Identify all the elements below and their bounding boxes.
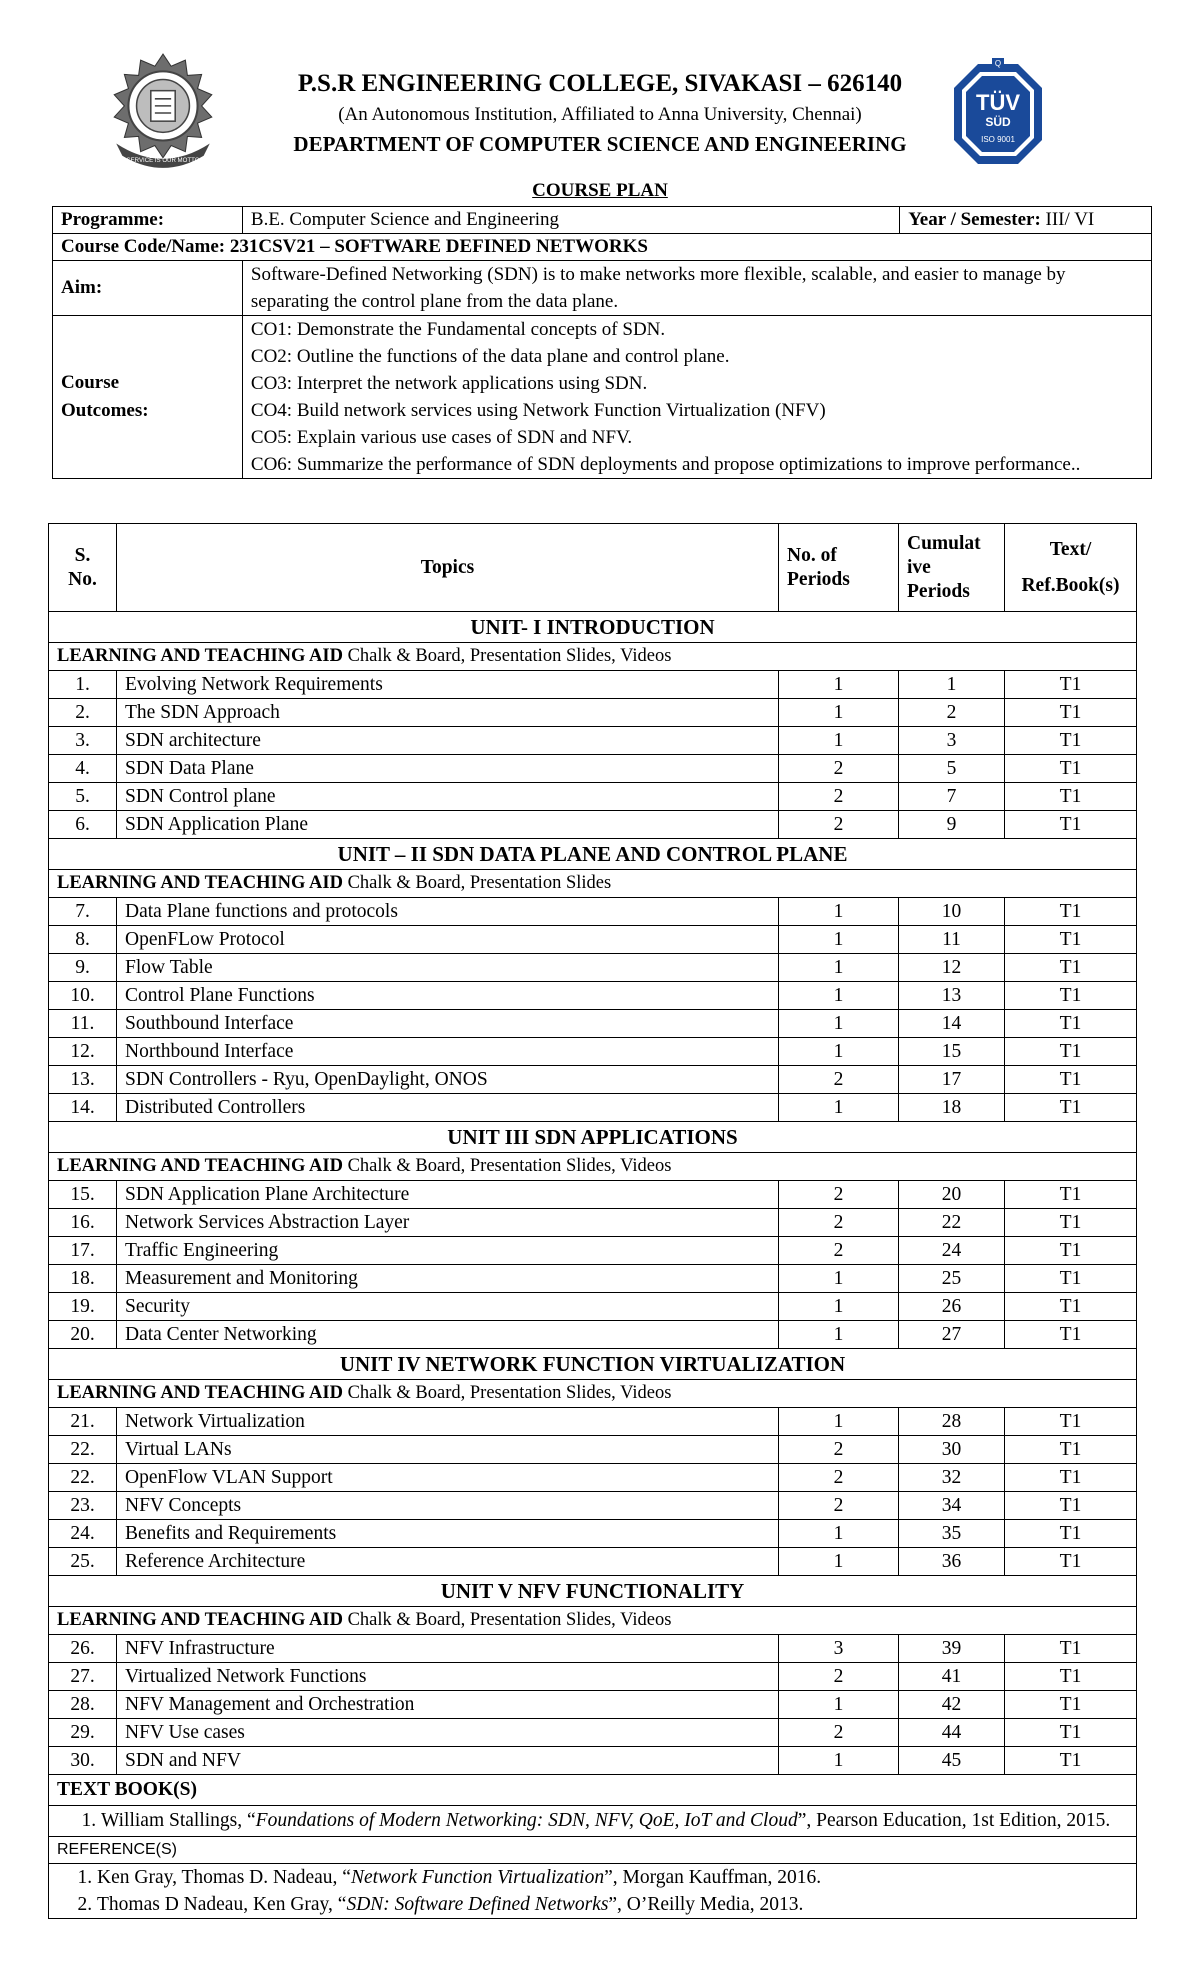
row-book: T1 <box>1005 1265 1137 1293</box>
unit-title: UNIT – II SDN DATA PLANE AND CONTROL PLANE <box>49 839 1137 870</box>
row-periods: 1 <box>779 982 899 1010</box>
teaching-aid <box>49 870 1137 898</box>
table-row <box>49 1548 1137 1576</box>
outcome-item: CO6: Summarize the performance of SDN deployments and propose optimizations to improve performance.. <box>250 454 1081 475</box>
table-row <box>49 783 1137 811</box>
row-topic: Distributed Controllers <box>117 1094 779 1122</box>
outcome-item: CO5: Explain various use cases of SDN and NFV. <box>250 427 633 448</box>
row-book: T1 <box>1005 1209 1137 1237</box>
table-row <box>49 1066 1137 1094</box>
row-topic: Traffic Engineering <box>117 1237 779 1265</box>
svg-text:ISO 9001: ISO 9001 <box>981 135 1015 144</box>
row-book: T1 <box>1005 1094 1137 1122</box>
row-book: T1 <box>1005 1492 1137 1520</box>
row-book: T1 <box>1005 755 1137 783</box>
programme-row <box>53 207 1152 234</box>
table-row <box>49 727 1137 755</box>
row-cumulative: 30 <box>899 1436 1005 1464</box>
row-book: T1 <box>1005 1691 1137 1719</box>
table-row <box>49 1464 1137 1492</box>
row-book: T1 <box>1005 1464 1137 1492</box>
row-cumulative: 27 <box>899 1321 1005 1349</box>
year-semester-cell <box>900 207 1152 234</box>
row-topic: OpenFLow Protocol <box>117 926 779 954</box>
teaching-aid <box>49 643 1137 671</box>
row-topic: Benefits and Requirements <box>117 1520 779 1548</box>
row-sno: 26. <box>49 1635 117 1663</box>
row-sno: 19. <box>49 1293 117 1321</box>
row-cumulative: 45 <box>899 1747 1005 1775</box>
table-row <box>49 1719 1137 1747</box>
row-sno: 6. <box>49 811 117 839</box>
table-row <box>49 1663 1137 1691</box>
row-periods: 1 <box>779 1548 899 1576</box>
table-row <box>49 1265 1137 1293</box>
row-topic: Flow Table <box>117 954 779 982</box>
row-book: T1 <box>1005 1747 1137 1775</box>
row-topic: NFV Infrastructure <box>117 1635 779 1663</box>
row-cumulative: 34 <box>899 1492 1005 1520</box>
row-cumulative: 3 <box>899 727 1005 755</box>
row-periods: 2 <box>779 1436 899 1464</box>
row-book: T1 <box>1005 982 1137 1010</box>
unit-title: UNIT V NFV FUNCTIONALITY <box>49 1576 1137 1607</box>
year-label: Year / Semester: <box>908 209 1041 230</box>
row-sno: 21. <box>49 1408 117 1436</box>
row-topic: OpenFlow VLAN Support <box>117 1464 779 1492</box>
row-book: T1 <box>1005 1181 1137 1209</box>
row-topic: NFV Management and Orchestration <box>117 1691 779 1719</box>
header-topics: Topics <box>117 524 779 612</box>
outcome-item: CO2: Outline the functions of the data plane and control plane. <box>250 346 730 367</box>
teaching-aid-value: Chalk & Board, Presentation Slides, Videos <box>347 646 672 666</box>
reference-title: REFERENCE(S) <box>49 1837 1137 1864</box>
row-book: T1 <box>1005 898 1137 926</box>
textbook-title: TEXT BOOK(S) <box>49 1775 1137 1806</box>
outcomes-label: Course Outcomes: <box>53 316 243 479</box>
row-book: T1 <box>1005 1237 1137 1265</box>
row-topic: Network Virtualization <box>117 1408 779 1436</box>
teaching-aid-value: Chalk & Board, Presentation Slides, Videos <box>347 1383 672 1403</box>
textbook-list-row <box>49 1806 1137 1837</box>
row-sno: 18. <box>49 1265 117 1293</box>
year-value: III/ VI <box>1045 209 1095 230</box>
unit-title-row <box>49 839 1137 870</box>
row-periods: 2 <box>779 1237 899 1265</box>
row-cumulative: 25 <box>899 1265 1005 1293</box>
row-periods: 2 <box>779 1181 899 1209</box>
course-plan-table <box>48 523 1137 1919</box>
tuv-sud-badge-icon <box>948 58 1048 170</box>
teaching-aid-row <box>49 870 1137 898</box>
row-cumulative: 17 <box>899 1066 1005 1094</box>
row-topic: Virtual LANs <box>117 1436 779 1464</box>
row-book: T1 <box>1005 1635 1137 1663</box>
table-row <box>49 1436 1137 1464</box>
row-sno: 16. <box>49 1209 117 1237</box>
row-sno: 27. <box>49 1663 117 1691</box>
teaching-aid <box>49 1153 1137 1181</box>
row-topic: Data Plane functions and protocols <box>117 898 779 926</box>
row-cumulative: 9 <box>899 811 1005 839</box>
row-periods: 1 <box>779 1321 899 1349</box>
table-row <box>49 671 1137 699</box>
row-book: T1 <box>1005 783 1137 811</box>
row-book: T1 <box>1005 671 1137 699</box>
reference-items <box>57 1864 1128 1918</box>
outcome-item: CO3: Interpret the network applications using SDN. <box>250 373 648 394</box>
unit-title: UNIT- I INTRODUCTION <box>49 612 1137 643</box>
row-periods: 2 <box>779 1464 899 1492</box>
row-topic: Data Center Networking <box>117 1321 779 1349</box>
row-periods: 2 <box>779 755 899 783</box>
row-topic: Security <box>117 1293 779 1321</box>
table-row <box>49 755 1137 783</box>
row-sno: 15. <box>49 1181 117 1209</box>
teaching-aid-row <box>49 1153 1137 1181</box>
course-row <box>53 234 1152 261</box>
row-periods: 1 <box>779 699 899 727</box>
row-cumulative: 28 <box>899 1408 1005 1436</box>
table-row <box>49 1181 1137 1209</box>
row-sno: 9. <box>49 954 117 982</box>
course-value: 231CSV21 – SOFTWARE DEFINED NETWORKS <box>229 236 648 257</box>
outcome-item: CO4: Build network services using Network Function Virtualization (NFV) <box>250 400 826 421</box>
teaching-aid-label: LEARNING AND TEACHING AID <box>57 1383 343 1403</box>
row-topic: Evolving Network Requirements <box>117 671 779 699</box>
course-cell <box>53 234 1152 261</box>
row-sno: 13. <box>49 1066 117 1094</box>
row-cumulative: 35 <box>899 1520 1005 1548</box>
row-book: T1 <box>1005 1293 1137 1321</box>
row-book: T1 <box>1005 1408 1137 1436</box>
unit-title-row <box>49 1576 1137 1607</box>
table-row <box>49 1691 1137 1719</box>
teaching-aid-value: Chalk & Board, Presentation Slides, Videos <box>347 1610 672 1630</box>
table-row <box>49 1010 1137 1038</box>
header-cumulative: Cumulat ive Periods <box>899 524 1005 612</box>
row-topic: SDN Application Plane <box>117 811 779 839</box>
row-cumulative: 32 <box>899 1464 1005 1492</box>
row-sno: 29. <box>49 1719 117 1747</box>
row-sno: 25. <box>49 1548 117 1576</box>
row-book: T1 <box>1005 1321 1137 1349</box>
course-label: Course Code/Name: <box>61 236 226 257</box>
row-periods: 1 <box>779 671 899 699</box>
row-sno: 1. <box>49 671 117 699</box>
row-topic: SDN Control plane <box>117 783 779 811</box>
header-sno: S. No. <box>49 524 117 612</box>
row-periods: 1 <box>779 1520 899 1548</box>
row-topic: NFV Concepts <box>117 1492 779 1520</box>
row-periods: 1 <box>779 1691 899 1719</box>
college-affiliation: (An Autonomous Institution, Affiliated to Anna University, Chennai) <box>338 104 862 125</box>
outcome-item: CO1: Demonstrate the Fundamental concepts of SDN. <box>250 319 666 340</box>
row-periods: 1 <box>779 954 899 982</box>
row-cumulative: 10 <box>899 898 1005 926</box>
row-periods: 1 <box>779 1265 899 1293</box>
row-periods: 2 <box>779 811 899 839</box>
row-sno: 20. <box>49 1321 117 1349</box>
row-periods: 1 <box>779 1747 899 1775</box>
row-cumulative: 15 <box>899 1038 1005 1066</box>
table-row <box>49 1321 1137 1349</box>
page-header <box>0 0 1200 201</box>
svg-text:SÜD: SÜD <box>985 115 1011 129</box>
row-topic: Southbound Interface <box>117 1010 779 1038</box>
teaching-aid-value: Chalk & Board, Presentation Slides <box>347 873 612 893</box>
row-topic: SDN Data Plane <box>117 755 779 783</box>
textbook-item: 1. William Stallings, “Foundations of Modern Networking: SDN, NFV, QoE, IoT and Cloud”, Pearson Education, 1st Edition, 2015. <box>101 1806 1128 1836</box>
document-title: COURSE PLAN <box>532 180 668 201</box>
teaching-aid <box>49 1380 1137 1408</box>
row-sno: 2. <box>49 699 117 727</box>
college-name: P.S.R ENGINEERING COLLEGE, SIVAKASI – 626140 <box>297 70 903 97</box>
aim-value: Software-Defined Networking (SDN) is to make networks more flexible, scalable, and easier to manage by separating the control plane from the data plane. <box>242 261 1151 316</box>
reference-item: 1. Ken Gray, Thomas D. Nadeau, “Network Function Virtualization”, Morgan Kauffman, 2016. <box>97 1864 1128 1891</box>
row-periods: 2 <box>779 783 899 811</box>
row-cumulative: 44 <box>899 1719 1005 1747</box>
row-topic: The SDN Approach <box>117 699 779 727</box>
table-row <box>49 1209 1137 1237</box>
aim-label: Aim: <box>53 261 243 316</box>
row-book: T1 <box>1005 926 1137 954</box>
teaching-aid-label: LEARNING AND TEACHING AID <box>57 1610 343 1630</box>
reference-list-row <box>49 1864 1137 1919</box>
reference-list <box>49 1864 1137 1919</box>
header-periods: No. of Periods <box>779 524 899 612</box>
row-sno: 30. <box>49 1747 117 1775</box>
teaching-aid-label: LEARNING AND TEACHING AID <box>57 646 343 666</box>
row-book: T1 <box>1005 811 1137 839</box>
row-sno: 24. <box>49 1520 117 1548</box>
table-row <box>49 811 1137 839</box>
row-sno: 7. <box>49 898 117 926</box>
row-periods: 1 <box>779 926 899 954</box>
row-sno: 14. <box>49 1094 117 1122</box>
svg-text:SERVICE IS OUR MOTTO: SERVICE IS OUR MOTTO <box>126 156 200 164</box>
row-cumulative: 18 <box>899 1094 1005 1122</box>
row-book: T1 <box>1005 1719 1137 1747</box>
row-periods: 2 <box>779 1209 899 1237</box>
row-cumulative: 24 <box>899 1237 1005 1265</box>
table-row <box>49 1293 1137 1321</box>
row-cumulative: 1 <box>899 671 1005 699</box>
row-cumulative: 22 <box>899 1209 1005 1237</box>
table-header-row <box>49 524 1137 612</box>
row-periods: 1 <box>779 1038 899 1066</box>
table-row <box>49 954 1137 982</box>
textbook-list <box>49 1806 1137 1837</box>
row-sno: 5. <box>49 783 117 811</box>
unit-title: UNIT IV NETWORK FUNCTION VIRTUALIZATION <box>49 1349 1137 1380</box>
teaching-aid-label: LEARNING AND TEACHING AID <box>57 1156 343 1176</box>
row-periods: 1 <box>779 1094 899 1122</box>
teaching-aid-row <box>49 1607 1137 1635</box>
table-row <box>49 1520 1137 1548</box>
course-info-table <box>52 206 1152 479</box>
header-book: Text/ Ref.Book(s) <box>1005 524 1137 612</box>
teaching-aid-row <box>49 643 1137 671</box>
row-cumulative: 2 <box>899 699 1005 727</box>
row-book: T1 <box>1005 1663 1137 1691</box>
programme-value: B.E. Computer Science and Engineering <box>242 207 899 234</box>
row-cumulative: 41 <box>899 1663 1005 1691</box>
row-cumulative: 11 <box>899 926 1005 954</box>
textbook-title-row <box>49 1775 1137 1806</box>
table-row <box>49 1747 1137 1775</box>
reference-item: 2. Thomas D Nadeau, Ken Gray, “SDN: Software Defined Networks”, O’Reilly Media, 2013. <box>97 1891 1128 1918</box>
svg-text:TÜV: TÜV <box>976 90 1020 115</box>
row-sno: 3. <box>49 727 117 755</box>
row-periods: 1 <box>779 1293 899 1321</box>
table-row <box>49 1237 1137 1265</box>
outcomes-row <box>53 316 1152 479</box>
teaching-aid <box>49 1607 1137 1635</box>
row-periods: 2 <box>779 1066 899 1094</box>
row-topic: SDN Controllers - Ryu, OpenDaylight, ONOS <box>117 1066 779 1094</box>
row-cumulative: 12 <box>899 954 1005 982</box>
row-book: T1 <box>1005 1066 1137 1094</box>
row-book: T1 <box>1005 1436 1137 1464</box>
row-topic: SDN and NFV <box>117 1747 779 1775</box>
programme-label: Programme: <box>53 207 243 234</box>
row-sno: 10. <box>49 982 117 1010</box>
row-sno: 22. <box>49 1464 117 1492</box>
row-book: T1 <box>1005 1038 1137 1066</box>
teaching-aid-value: Chalk & Board, Presentation Slides, Videos <box>347 1156 672 1176</box>
row-cumulative: 36 <box>899 1548 1005 1576</box>
row-topic: Control Plane Functions <box>117 982 779 1010</box>
row-cumulative: 13 <box>899 982 1005 1010</box>
row-cumulative: 7 <box>899 783 1005 811</box>
row-sno: 4. <box>49 755 117 783</box>
row-topic: NFV Use cases <box>117 1719 779 1747</box>
row-sno: 17. <box>49 1237 117 1265</box>
row-sno: 8. <box>49 926 117 954</box>
row-periods: 1 <box>779 898 899 926</box>
row-book: T1 <box>1005 1520 1137 1548</box>
table-row <box>49 926 1137 954</box>
row-topic: Measurement and Monitoring <box>117 1265 779 1293</box>
teaching-aid-label: LEARNING AND TEACHING AID <box>57 873 343 893</box>
teaching-aid-row <box>49 1380 1137 1408</box>
row-topic: Virtualized Network Functions <box>117 1663 779 1691</box>
row-book: T1 <box>1005 727 1137 755</box>
table-row <box>49 1408 1137 1436</box>
row-cumulative: 14 <box>899 1010 1005 1038</box>
unit-title-row <box>49 612 1137 643</box>
row-topic: SDN Application Plane Architecture <box>117 1181 779 1209</box>
table-row <box>49 1492 1137 1520</box>
row-sno: 11. <box>49 1010 117 1038</box>
row-book: T1 <box>1005 1010 1137 1038</box>
table-row <box>49 1038 1137 1066</box>
row-periods: 1 <box>779 727 899 755</box>
row-cumulative: 39 <box>899 1635 1005 1663</box>
row-topic: Northbound Interface <box>117 1038 779 1066</box>
aim-row <box>53 261 1152 316</box>
outcomes-list <box>242 316 1151 479</box>
row-topic: SDN architecture <box>117 727 779 755</box>
row-cumulative: 5 <box>899 755 1005 783</box>
row-periods: 2 <box>779 1663 899 1691</box>
textbook-items <box>57 1806 1128 1836</box>
row-book: T1 <box>1005 699 1137 727</box>
row-periods: 3 <box>779 1635 899 1663</box>
unit-title-row <box>49 1349 1137 1380</box>
row-cumulative: 20 <box>899 1181 1005 1209</box>
row-periods: 1 <box>779 1408 899 1436</box>
department-name: DEPARTMENT OF COMPUTER SCIENCE AND ENGINEERING <box>293 132 907 156</box>
unit-title-row <box>49 1122 1137 1153</box>
table-row <box>49 898 1137 926</box>
row-cumulative: 26 <box>899 1293 1005 1321</box>
row-sno: 12. <box>49 1038 117 1066</box>
svg-text:Q: Q <box>994 59 1002 68</box>
row-topic: Network Services Abstraction Layer <box>117 1209 779 1237</box>
row-sno: 22. <box>49 1436 117 1464</box>
row-book: T1 <box>1005 1548 1137 1576</box>
row-cumulative: 42 <box>899 1691 1005 1719</box>
row-sno: 28. <box>49 1691 117 1719</box>
table-row <box>49 1635 1137 1663</box>
row-book: T1 <box>1005 954 1137 982</box>
table-row <box>49 699 1137 727</box>
table-row <box>49 1094 1137 1122</box>
row-sno: 23. <box>49 1492 117 1520</box>
table-row <box>49 982 1137 1010</box>
unit-title: UNIT III SDN APPLICATIONS <box>49 1122 1137 1153</box>
row-periods: 2 <box>779 1719 899 1747</box>
row-periods: 2 <box>779 1492 899 1520</box>
reference-title-row <box>49 1837 1137 1864</box>
row-periods: 1 <box>779 1010 899 1038</box>
row-topic: Reference Architecture <box>117 1548 779 1576</box>
